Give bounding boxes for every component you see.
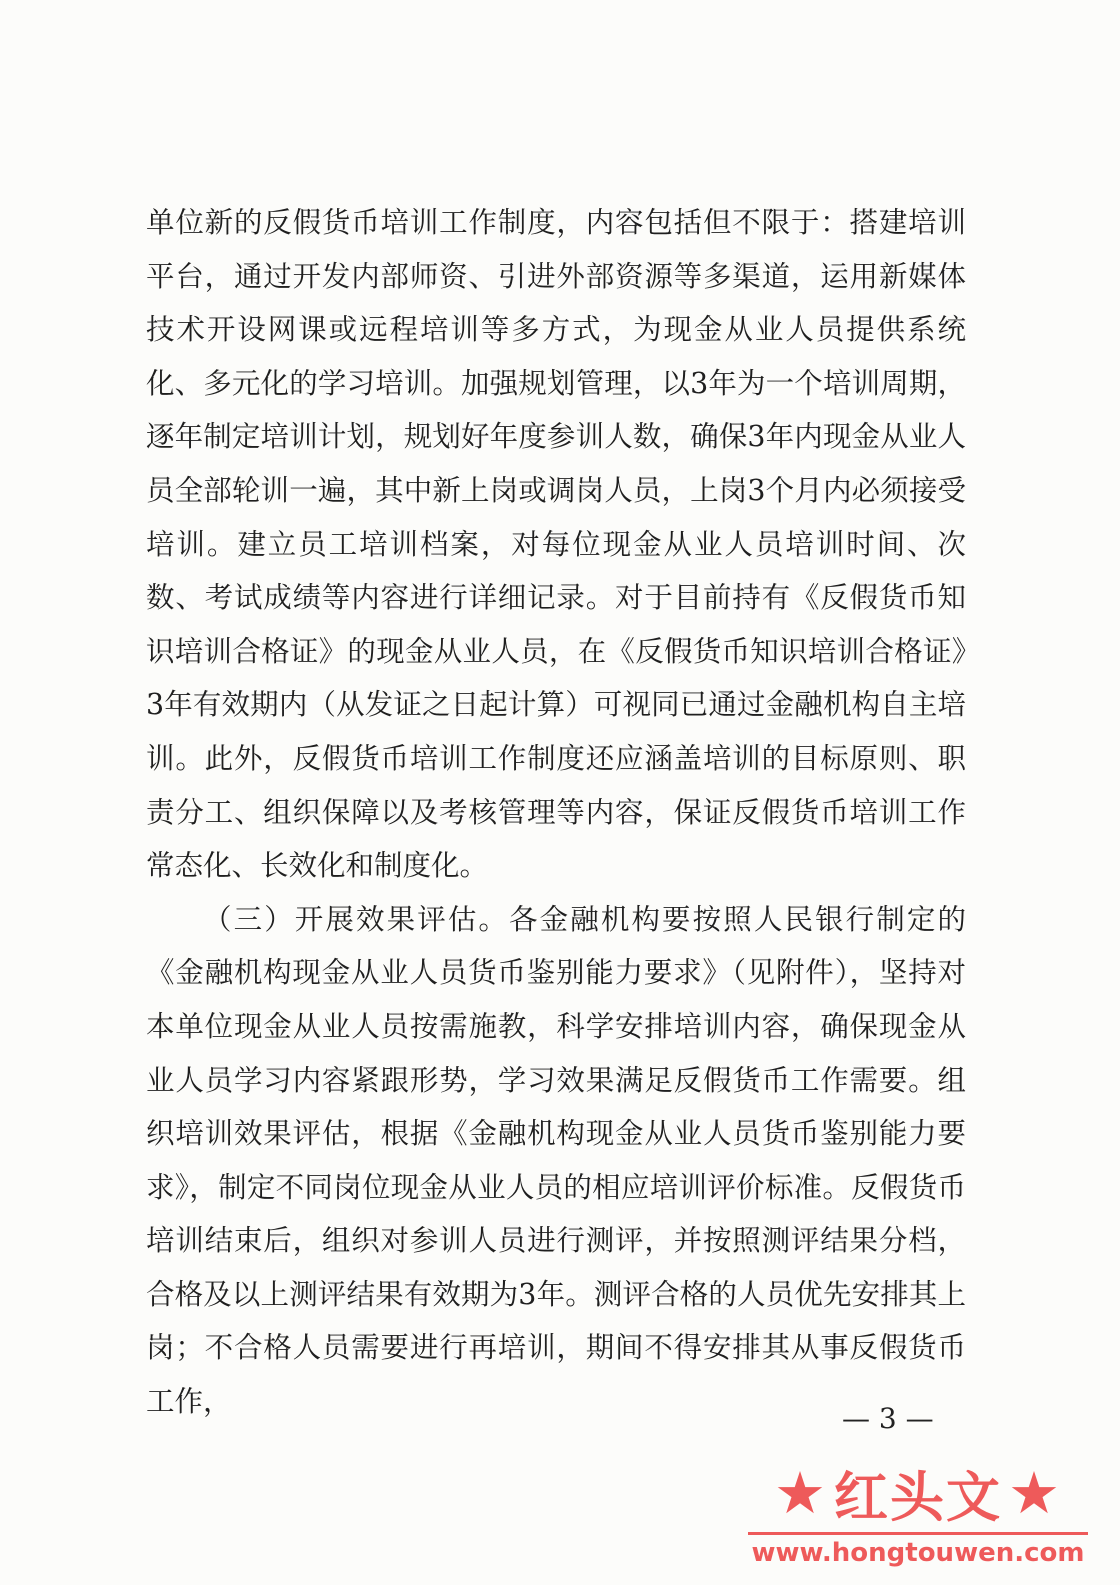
star-icon: ★: [1008, 1459, 1062, 1527]
page-number: — 3 —: [842, 1402, 934, 1435]
watermark-url: www.hongtouwen.com: [751, 1538, 1085, 1568]
paragraph-section-3: （三）开展效果评估。各金融机构要按照人民银行制定的《金融机构现金从业人员货币鉴别能力要求》（见附件），坚持对本单位现金从业人员按需施教，科学安排培训内容，确保现金从业人员学习内容紧跟形势，学习效果满足反假货币工作需要。组织培训效果评估，根据《金融机构现金从业人员货币鉴别能力要求》，制定不同岗位现金从业人员的相应培训评价标准。反假货币培训结束后，组织对参训人员进行测评，并按照测评结果分档，合格及以上测评结果有效期为3年。测评合格的人员优先安排其上岗；不合格人员需要进行再培训，期间不得安排其从事反假货币工作，: [146, 902, 966, 1419]
watermark-divider: [748, 1532, 1088, 1535]
watermark-logo: [738, 1460, 1098, 1580]
body-text: [146, 196, 966, 1429]
watermark-title: 红头文: [834, 1465, 1002, 1529]
paragraph-continued: 单位新的反假货币培训工作制度，内容包括但不限于：搭建培训平台，通过开发内部师资、引进外部资源等多渠道，运用新媒体技术开设网课或远程培训等多方式，为现金从业人员提供系统化、多元化的学习培训。加强规划管理，以3年为一个培训周期，逐年制定培训计划，规划好年度参训人数，确保3年内现金从业人员全部轮训一遍，其中新上岗或调岗人员，上岗3个月内必须接受培训。建立员工培训档案，对每位现金从业人员培训时间、次数、考试成绩等内容进行详细记录。对于目前持有《反假货币知识培训合格证》的现金从业人员，在《反假货币知识培训合格证》3年有效期内（从发证之日起计算）可视同已通过金融机构自主培训。此外，反假货币培训工作制度还应涵盖培训的目标原则、职责分工、组织保障以及考核管理等内容，保证反假货币培训工作常态化、长效化和制度化。: [146, 206, 966, 883]
star-icon: ★: [774, 1459, 828, 1527]
